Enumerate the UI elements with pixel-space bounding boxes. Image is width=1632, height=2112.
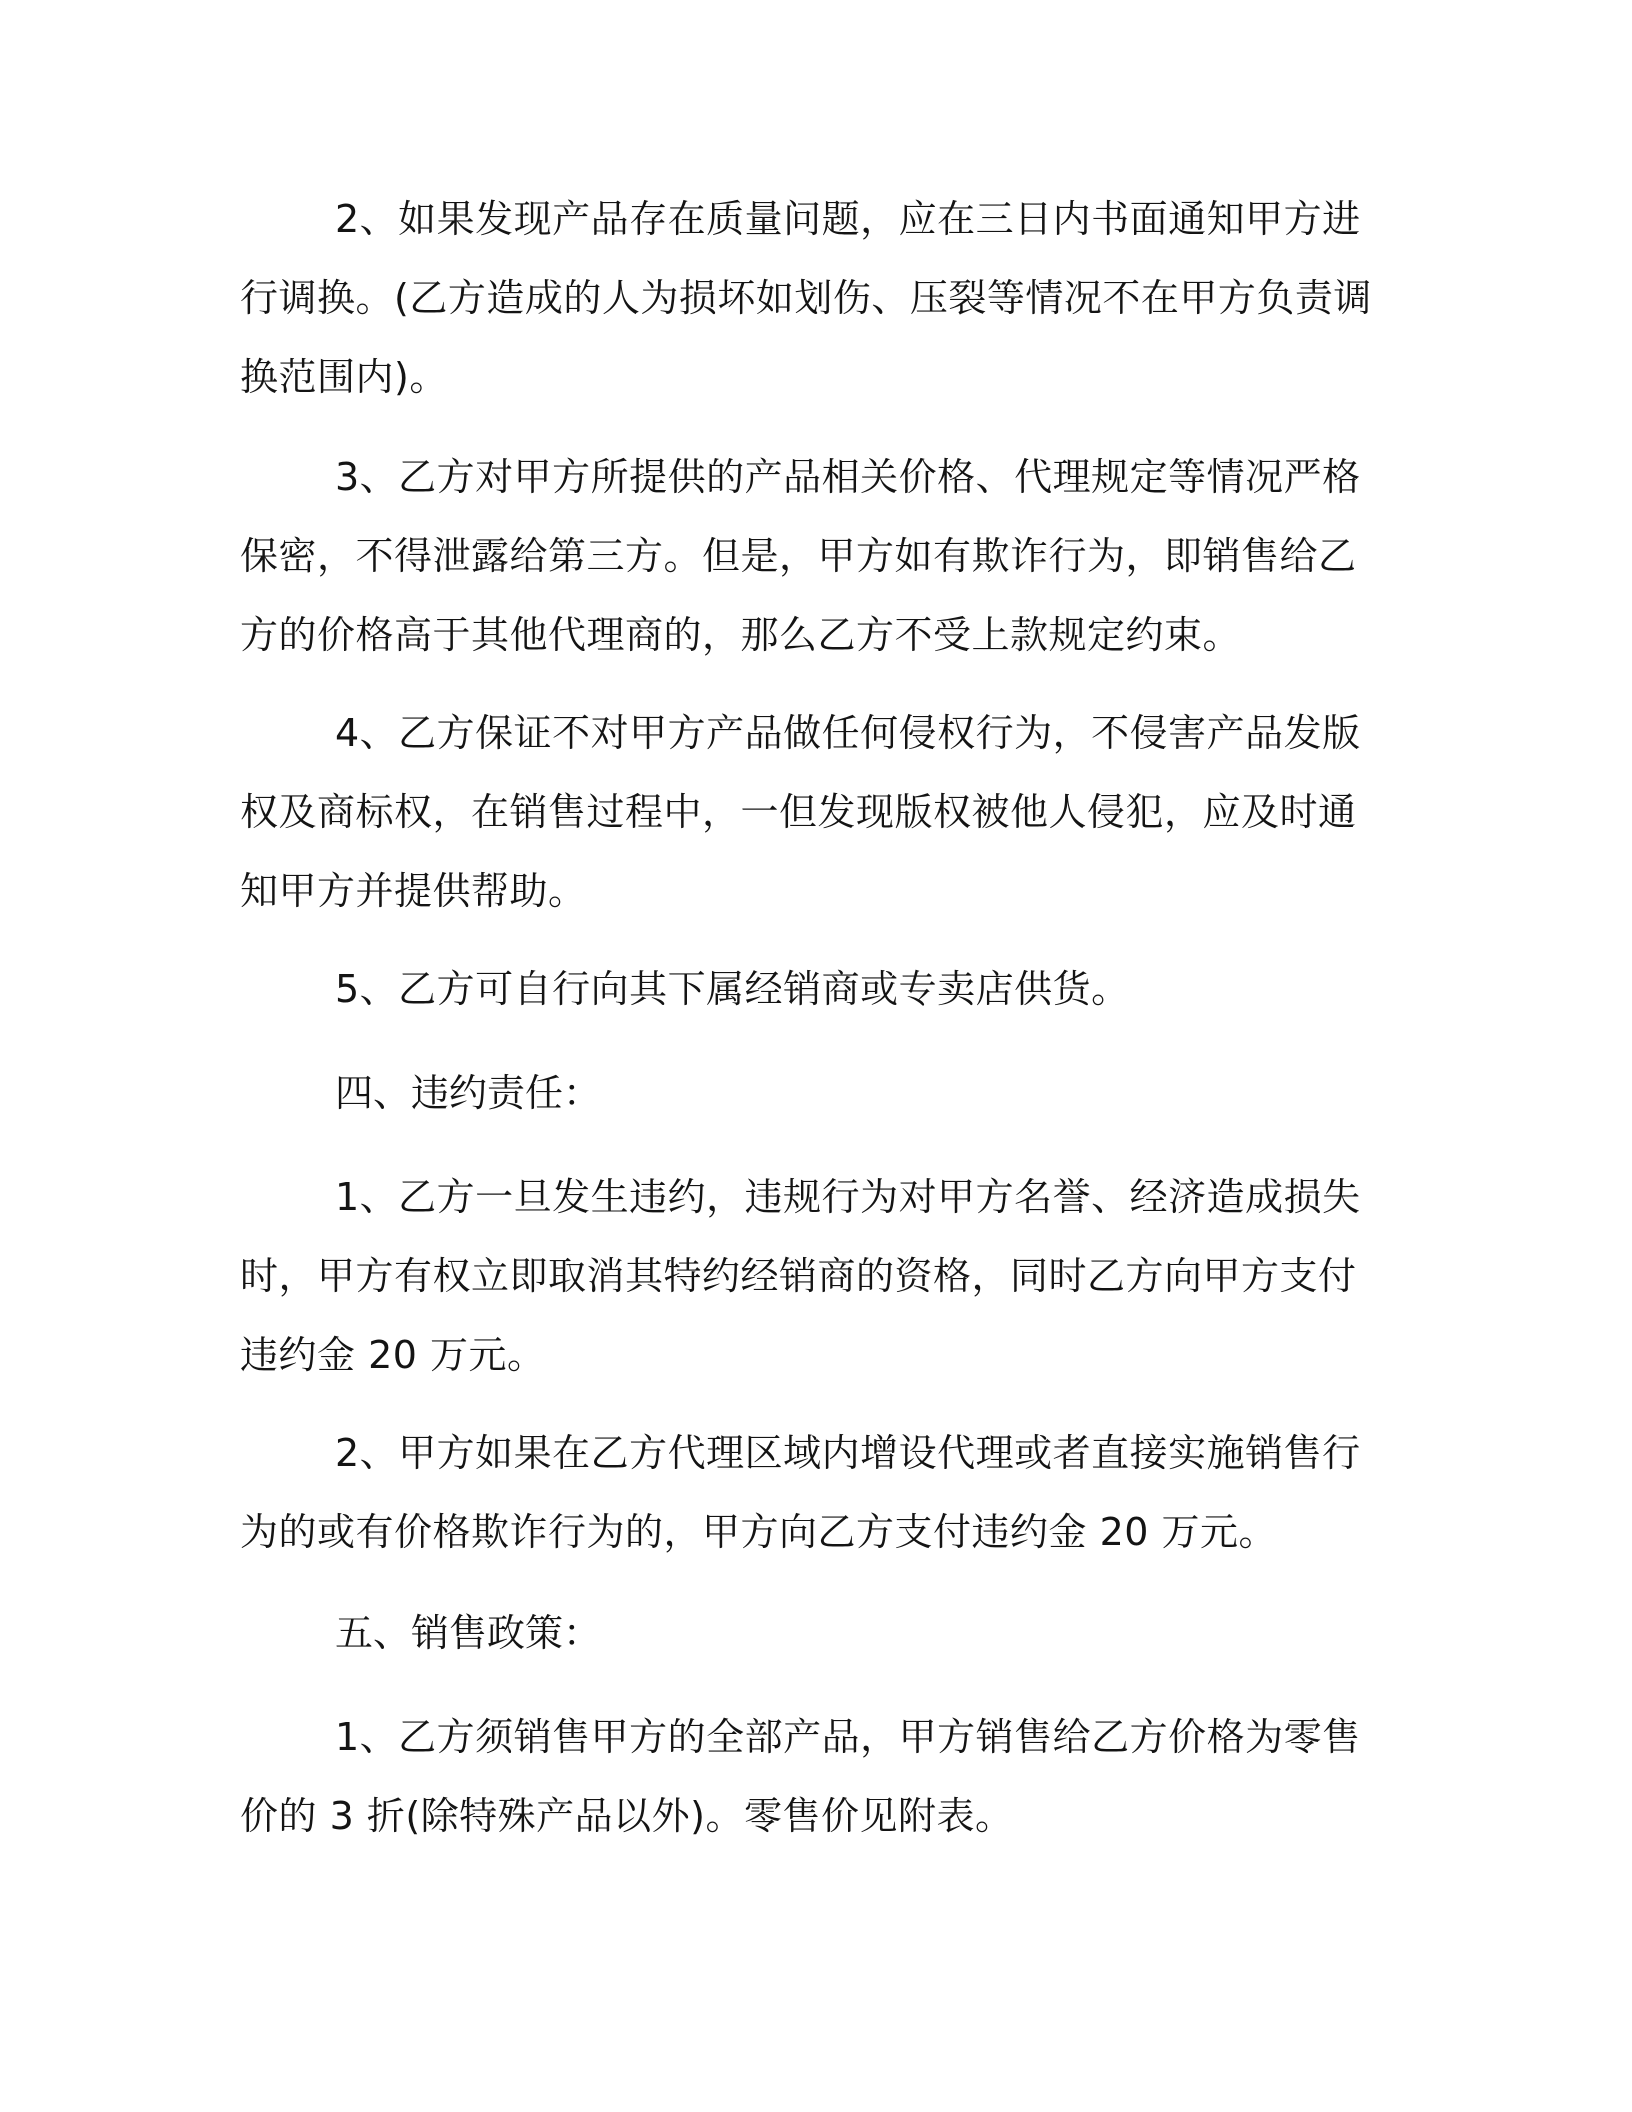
clause-breach-party-b: 1、乙方一旦发生违约，违规行为对甲方名誉、经济造成损失时，甲方有权立即取消其特约经销商的资格，同时乙方向甲方支付违约金 20 万元。 (240, 1175, 1361, 1377)
clause-breach-party-a: 2、甲方如果在乙方代理区域内增设代理或者直接实施销售行为的或有价格欺诈行为的，甲方向乙方支付违约金 20 万元。 (240, 1431, 1361, 1554)
section-heading-breach: 四、违约责任： (335, 1071, 602, 1115)
section-heading-sales-policy: 五、销售政策： (335, 1611, 602, 1655)
clause-infringement: 4、乙方保证不对甲方产品做任何侵权行为，不侵害产品发版权及商标权，在销售过程中，一但发现版权被他人侵犯，应及时通知甲方并提供帮助。 (240, 711, 1361, 913)
clause-quality-issue: 2、如果发现产品存在质量问题，应在三日内书面通知甲方进行调换。(乙方造成的人为损坏如划伤、压裂等情况不在甲方负责调换范围内)。 (240, 197, 1372, 399)
document-page (240, 0, 1380, 2112)
clause-confidentiality: 3、乙方对甲方所提供的产品相关价格、代理规定等情况严格保密，不得泄露给第三方。但是，甲方如有欺诈行为，即销售给乙方的价格高于其他代理商的，那么乙方不受上款规定约束。 (240, 455, 1361, 657)
clause-pricing: 1、乙方须销售甲方的全部产品，甲方销售给乙方价格为零售价的 3 折(除特殊产品以外)。零售价见附表。 (240, 1715, 1361, 1838)
clause-supply: 5、乙方可自行向其下属经销商或专卖店供货。 (335, 967, 1130, 1011)
